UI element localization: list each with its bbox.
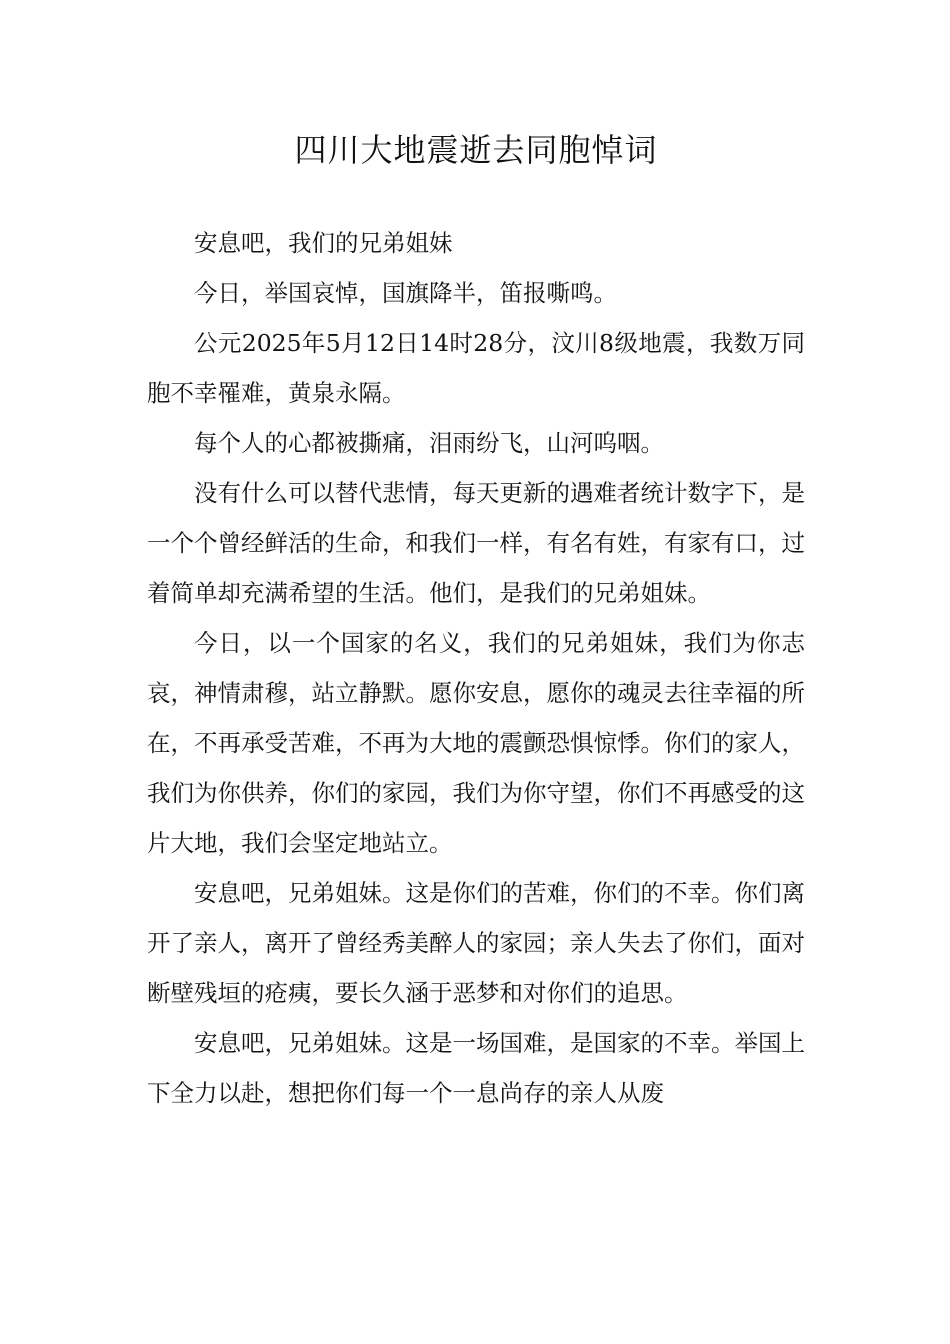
document-body	[147, 218, 805, 1118]
paragraph: 安息吧，兄弟姐妹。这是你们的苦难，你们的不幸。你们离开了亲人，离开了曾经秀美醉人的家园；亲人失去了你们，面对断壁残垣的疮痍，要长久涵于恶梦和对你们的追思。	[147, 879, 805, 1007]
paragraph: 今日，举国哀悼，国旗降半，笛报嘶鸣。	[194, 279, 617, 307]
paragraph: 安息吧，我们的兄弟姐妹	[194, 229, 453, 257]
paragraph: 安息吧，兄弟姐妹。这是一场国难，是国家的不幸。举国上下全力以赴，想把你们每一个一息尚存的亲人从废	[147, 1029, 805, 1107]
paragraph: 今日，以一个国家的名义，我们的兄弟姐妹，我们为你志哀，神情肃穆，站立静默。愿你安息，愿你的魂灵去往幸福的所在，不再承受苦难，不再为大地的震颤恐惧惊悸。你们的家人，我们为你供养，你们的家园，我们为你守望，你们不再感受的这片大地，我们会坚定地站立。	[147, 629, 805, 857]
document-title: 四川大地震逝去同胞悼词	[294, 131, 658, 169]
paragraph: 每个人的心都被撕痛，泪雨纷飞，山河呜咽。	[194, 429, 664, 457]
paragraph: 没有什么可以替代悲情，每天更新的遇难者统计数字下，是一个个曾经鲜活的生命，和我们一样，有名有姓，有家有口，过着简单却充满希望的生活。他们，是我们的兄弟姐妹。	[147, 479, 805, 607]
paragraph: 公元2025年5月12日14时28分，汶川8级地震，我数万同胞不幸罹难，黄泉永隔。	[147, 329, 805, 407]
